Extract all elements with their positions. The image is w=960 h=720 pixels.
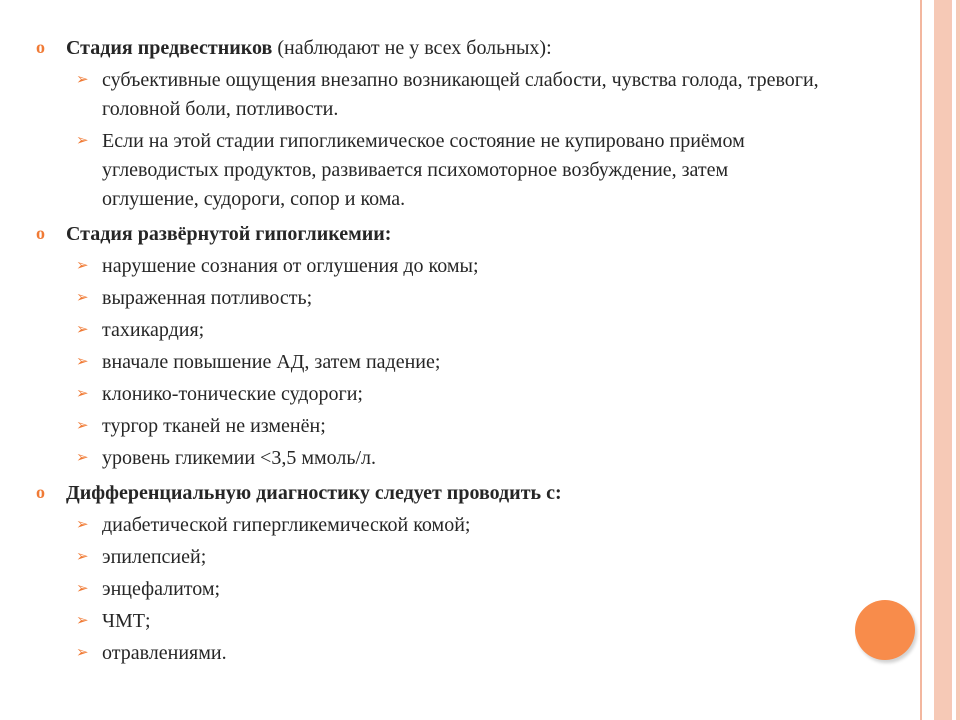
heading-bold-text: Дифференциальную диагностику следует проводить с:: [66, 482, 562, 504]
circle-bullet-icon: o: [36, 482, 45, 502]
arrow-bullet-icon: ➢: [76, 549, 89, 565]
list-item-text: энцефалитом;: [102, 578, 221, 600]
circle-bullet-icon: o: [36, 37, 45, 57]
list-item: [36, 575, 826, 604]
heading-rest-text: (наблюдают не у всех больных):: [272, 37, 552, 59]
section-1: [36, 34, 826, 214]
list-item-text: выраженная потливость;: [102, 287, 313, 309]
list-item: [36, 284, 826, 313]
stripe: [920, 0, 922, 720]
list-item-text: отравлениями.: [102, 642, 227, 664]
arrow-bullet-icon: ➢: [76, 517, 89, 533]
circle-bullet-icon: o: [36, 223, 45, 243]
list-item-text: уровень гликемии <3,5 ммоль/л.: [102, 447, 377, 469]
slide-content: [36, 34, 826, 674]
list-item-text: диабетической гипергликемической комой;: [102, 514, 471, 536]
section-2: [36, 220, 826, 473]
arrow-bullet-icon: ➢: [76, 72, 89, 88]
list-item-text: тахикардия;: [102, 319, 205, 341]
list-item-text: Если на этой стадии гипогликемическое состояние не купировано приёмом углеводистых продуктов, развивается психомоторное возбуждение, затем оглушение, судороги, сопор и кома.: [102, 130, 745, 210]
decorative-circle: [855, 600, 915, 660]
section-3: [36, 479, 826, 668]
arrow-bullet-icon: ➢: [76, 418, 89, 434]
arrow-bullet-icon: ➢: [76, 386, 89, 402]
arrow-bullet-icon: ➢: [76, 613, 89, 629]
list-item-text: субъективные ощущения внезапно возникающей слабости, чувства голода, тревоги, головной боли, потливости.: [102, 69, 819, 120]
arrow-bullet-icon: ➢: [76, 133, 89, 149]
section-heading: [36, 220, 826, 249]
arrow-bullet-icon: ➢: [76, 322, 89, 338]
arrow-bullet-icon: ➢: [76, 290, 89, 306]
arrow-bullet-icon: ➢: [76, 258, 89, 274]
decorative-stripes: [922, 0, 960, 720]
arrow-bullet-icon: ➢: [76, 645, 89, 661]
list-item-text: клонико-тонические судороги;: [102, 383, 363, 405]
stripe: [956, 0, 960, 720]
arrow-bullet-icon: ➢: [76, 581, 89, 597]
list-item: [36, 412, 826, 441]
heading-bold-text: Стадия предвестников: [66, 37, 273, 59]
section-heading: [36, 34, 826, 63]
list-item: [36, 511, 826, 540]
heading-text: [66, 37, 552, 59]
list-item-text: эпилепсией;: [102, 546, 207, 568]
list-item: [36, 66, 826, 124]
list-item: [36, 639, 826, 668]
heading-text: [66, 223, 391, 245]
list-item: [36, 252, 826, 281]
arrow-bullet-icon: ➢: [76, 450, 89, 466]
heading-text: [66, 482, 562, 504]
list-item-text: ЧМТ;: [102, 610, 151, 632]
list-item: [36, 543, 826, 572]
list-item: [36, 316, 826, 345]
heading-bold-text: Стадия развёрнутой гипогликемии:: [66, 223, 392, 245]
arrow-bullet-icon: ➢: [76, 354, 89, 370]
stripe: [934, 0, 952, 720]
list-item-text: нарушение сознания от оглушения до комы;: [102, 255, 479, 277]
section-heading: [36, 479, 826, 508]
list-item: [36, 444, 826, 473]
list-item: [36, 607, 826, 636]
list-item-text: вначале повышение АД, затем падение;: [102, 351, 441, 373]
list-item: [36, 348, 826, 377]
list-item: [36, 127, 826, 214]
list-item-text: тургор тканей не изменён;: [102, 415, 326, 437]
list-item: [36, 380, 826, 409]
